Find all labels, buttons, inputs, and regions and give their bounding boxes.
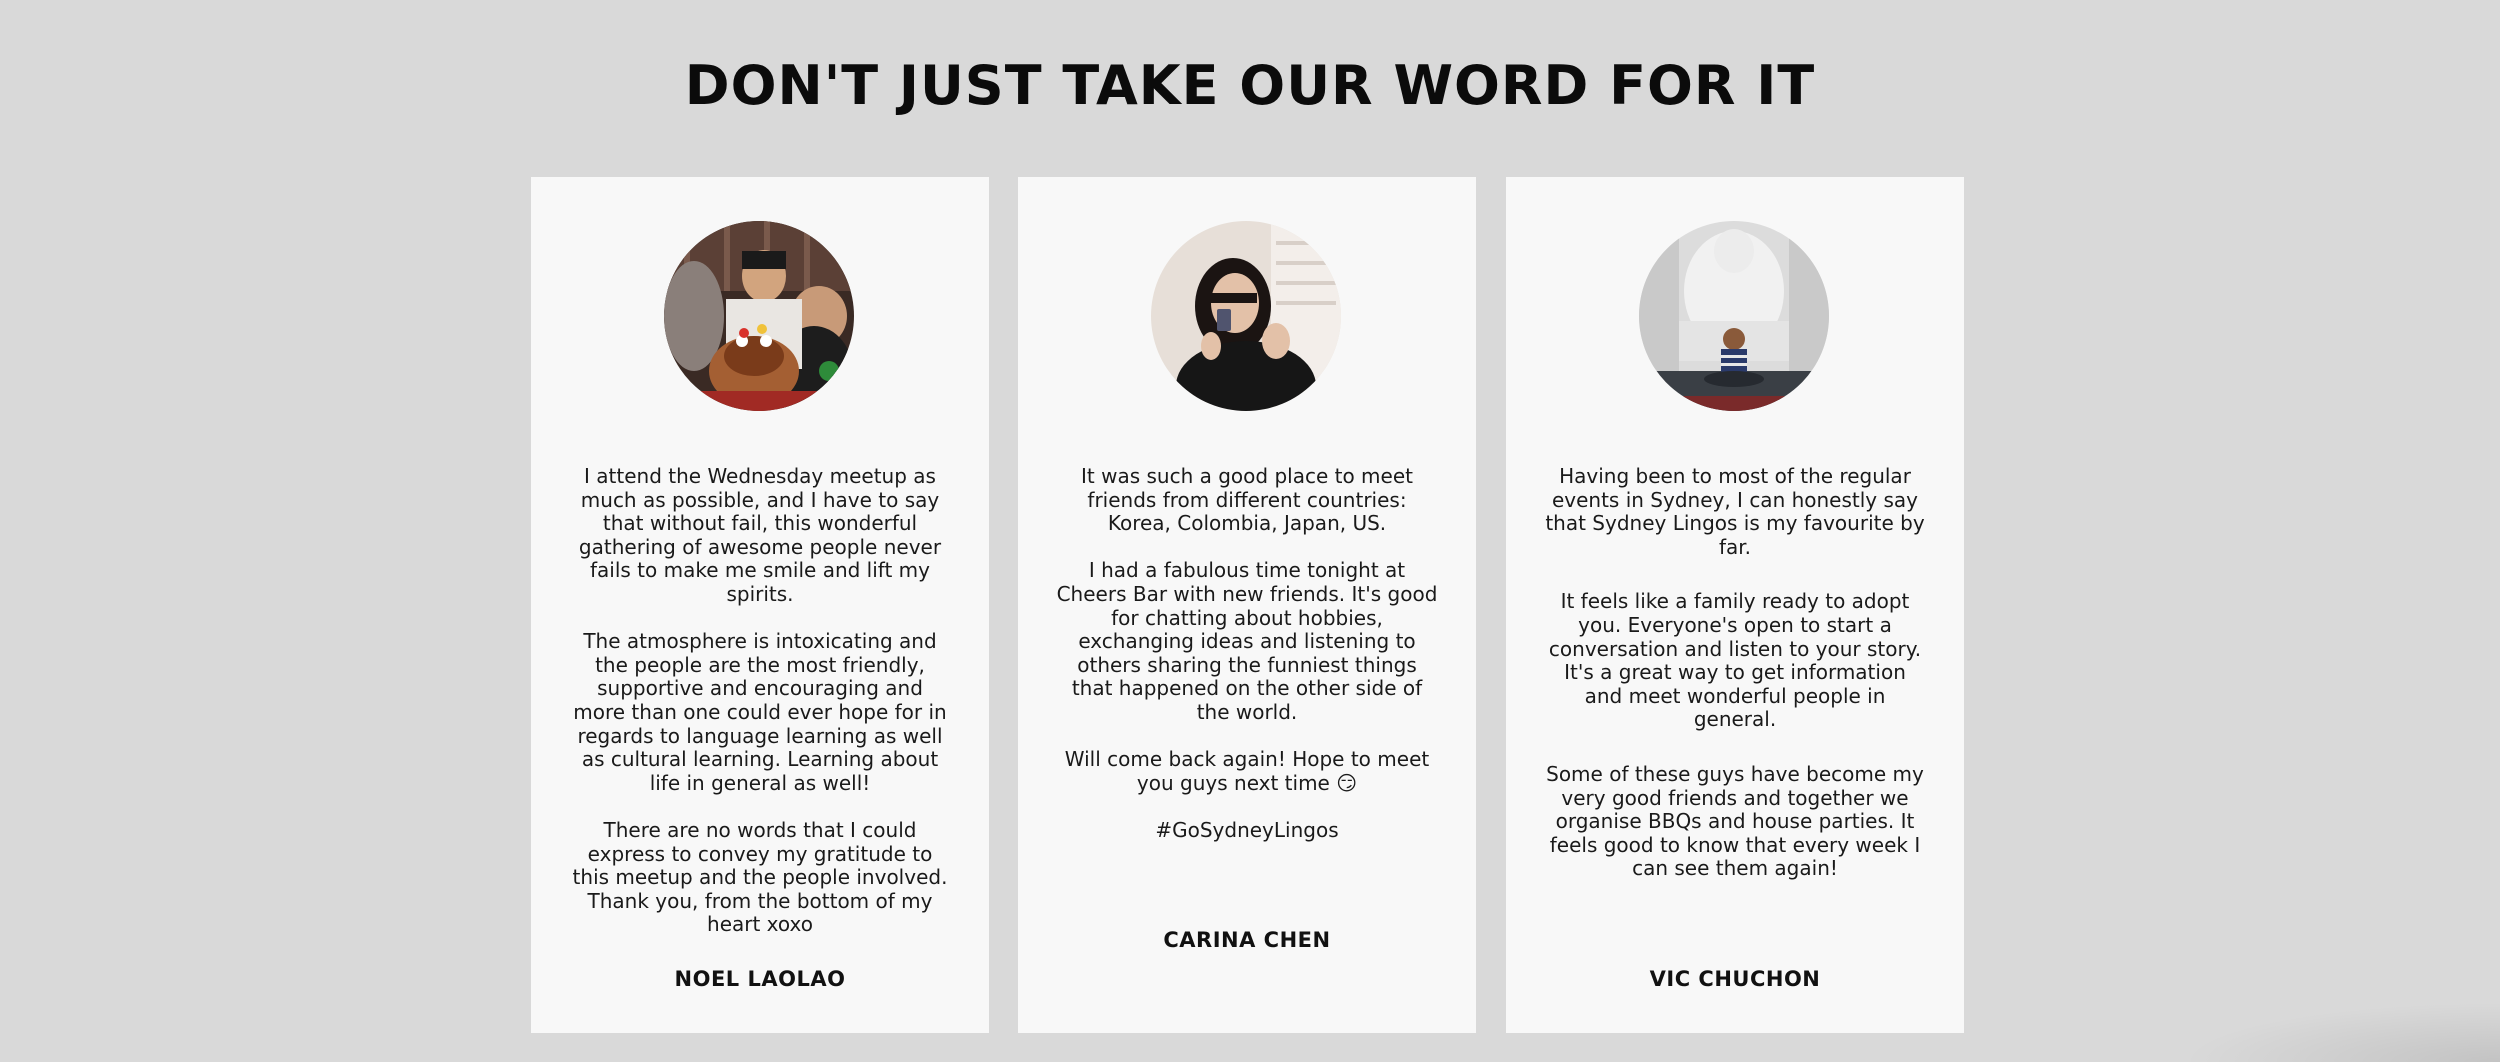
testimonial-card [1018,177,1476,1033]
quote-paragraph: It was such a good place to meet friends from different countries: Korea, Colombia, Japan, US. [1081,464,1413,536]
testimonial-author: NOEL LAOLAO [674,967,846,991]
quote-paragraph: Having been to most of the regular events in Sydney, I can honestly say that Sydney Lingos is my favourite by far. [1545,464,1925,559]
testimonial-quote [1544,465,1926,912]
testimonial-quote [1056,465,1438,866]
quote-paragraph: I had a fabulous time tonight at Cheers Bar with new friends. It's good for chatting about hobbies, exchanging ideas and listening to others sharing the funniest things that happened on the other side of the world. [1056,558,1438,724]
avatar-photo-birthday-cake-icon [664,221,854,411]
avatar-photo-selfie-icon [1151,221,1341,411]
testimonial-author: VIC CHUCHON [1649,967,1821,991]
quote-paragraph: There are no words that I could express to convey my gratitude to this meetup and the people involved. Thank you, from the bottom of my heart xoxo [572,817,948,937]
quote-paragraph: Some of these guys have become my very good friends and together we organise BBQs and house parties. It feels good to know that every week I can see them again! [1546,761,1924,881]
avatar-photo-statue-icon [1639,221,1829,411]
avatar [664,221,854,411]
quote-paragraph: Will come back again! Hope to meet you guys next time 😏 [1064,747,1430,795]
testimonial-author: CARINA CHEN [1163,928,1331,952]
quote-paragraph: I attend the Wednesday meetup as much as possible, and I have to say that without fail, this wonderful gathering of awesome people never fails to make me smile and lift my spirits. [578,464,942,606]
testimonial-quote [569,465,951,960]
avatar [1151,221,1341,411]
corner-shadow [2180,1002,2500,1062]
section-title: DON'T JUST TAKE OUR WORD FOR IT [684,54,1816,117]
quote-paragraph: The atmosphere is intoxicating and the people are the most friendly, supportive and encouraging and more than one could ever hope for in regards to language learning as well as cultural learning. Learning about life in general as well! [573,629,947,795]
quote-paragraph: #GoSydneyLingos [1155,817,1339,842]
testimonial-card [1506,177,1964,1033]
avatar [1639,221,1829,411]
quote-paragraph: It feels like a family ready to adopt you. Everyone's open to start a conversation and listen to your story. It's a great way to get information and meet wonderful people in general. [1548,589,1922,732]
testimonial-card [531,177,989,1033]
